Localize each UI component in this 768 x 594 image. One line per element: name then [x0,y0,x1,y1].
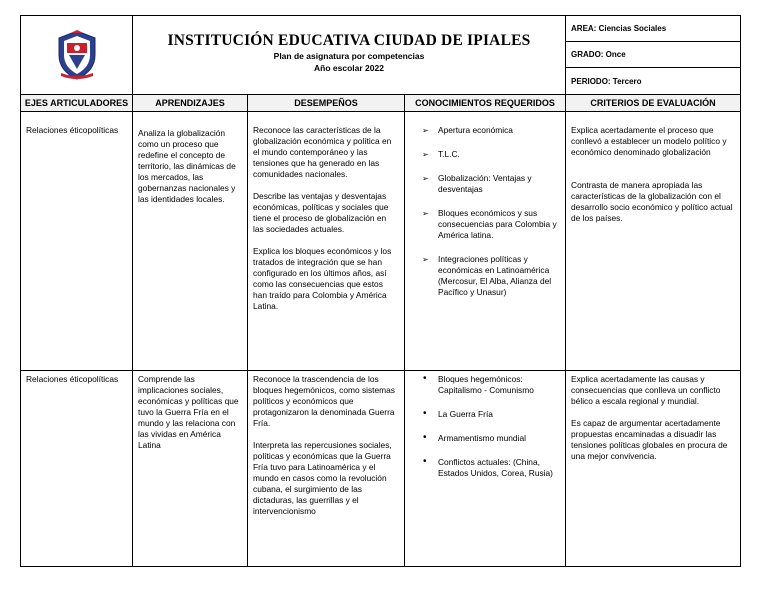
eje-text: Relaciones éticopolíticas [26,125,119,135]
col-ejes-header: EJES ARTICULADORES [21,95,133,112]
dot-bullet-icon: • [423,408,427,419]
conocimientos-list [410,374,560,479]
criterio-text: Es capaz de argumentar acertadamente propuestas encaminadas a disuadir las tensiones políticas globales en procura de una mejor convivencia. [571,418,728,461]
eje-cell [21,371,133,567]
desempeno-text: Reconoce la trascendencia de los bloques hegemónicos, como sistemas políticos y económicos que protagonizaron la denominada Guerra Fría. [253,374,395,428]
table-row [21,371,741,567]
desempeno-text: Describe las ventajas y desventajas económicas, políticas y sociales que tiene el proceso de globalización en las sociedades actuales. [253,191,389,234]
col-criterios-header: CRITERIOS DE EVALUACIÓN [566,95,741,112]
school-year: Año escolar 2022 [314,63,384,73]
list-item: ➢ Apertura económica [422,125,513,135]
arrow-bullet-icon: ➢ [422,174,429,183]
conocimientos-cell [405,371,566,567]
plan-subtitle: Plan de asignatura por competencias [273,51,425,61]
area-field: AREA: Ciencias Sociales [566,16,741,42]
arrow-bullet-icon: ➢ [422,126,429,135]
col-desempenos-header: DESEMPEÑOS [248,95,405,112]
criterio-text: Explica acertadamente las causas y consecuencias que conlleva un conflicto bélico a escala regional y mundial. [571,374,721,406]
col-aprendizajes-header: APRENDIZAJES [133,95,248,112]
grado-field: GRADO: Once [566,42,741,68]
institution-title: INSTITUCIÓN EDUCATIVA CIUDAD DE IPIALES [167,32,531,49]
dot-bullet-icon: • [423,456,427,467]
criterio-text: Explica acertadamente el proceso que conllevó a establecer un modelo político y económico denominado globalización [571,125,727,157]
plan-document [20,15,740,567]
plan-table [20,15,741,567]
list-item: • Bloques hegemónicos: Capitalismo - Comunismo [423,373,534,395]
conocimientos-cell [405,112,566,371]
eje-cell [21,112,133,371]
conocimientos-list [410,125,560,298]
aprendizaje-text: Comprende las implicaciones sociales, económicas y políticas que tuvo la Guerra Fría en el mundo y las relaciona con las vividas en América Latina [138,374,239,450]
school-crest-icon [55,29,99,81]
list-item: • Conflictos actuales: (China, Estados Unidos, Corea, Rusia) [423,456,553,478]
list-item: ➢ Bloques económicos y sus consecuencias para Colombia y América latina. [422,208,557,240]
list-item: ➢ Globalización: Ventajas y desventajas [422,173,532,194]
logo-cell [21,16,133,95]
desempenos-cell [248,112,405,371]
aprendizaje-text: Analiza la globalización como un proceso que redefine el concepto de territorio, las dinámicas de los mercados, las gobernanzas nacionales y las identidades locales. [138,128,236,204]
arrow-bullet-icon: ➢ [422,150,429,159]
table-row [21,112,741,371]
column-header-row [21,95,741,112]
list-item: • Armamentismo mundial [423,432,526,443]
desempeno-text: Explica los bloques económicos y los tratados de integración que se han configurado en los últimos años, así como las consecuencias que estos han traído para Colombia y América Latina. [253,246,392,311]
criterio-text: Contrasta de manera apropiada las características de la globalización con el desarrollo socio económico y político actual de los países. [571,180,733,223]
desempeno-text: Reconoce las características de la globalización económica y política en el mundo contemporáneo y las tensiones que ha generado en las comunidades nacionales. [253,125,392,179]
dot-bullet-icon: • [423,432,427,443]
criterios-cell [566,371,741,567]
arrow-bullet-icon: ➢ [422,209,429,218]
criterios-cell [566,112,741,371]
list-item: ➢ Integraciones políticas y económicas en Latinoamérica (Mercosur, El Alba, Alianza del Pacífico y Unasur) [422,254,552,297]
desempeno-text: Interpreta las repercusiones sociales, políticas y económicas que la Guerra Fría tuvo para Latinoamérica y el mundo en casos como la revolución cubana, el surgimiento de las dictaduras, las guerrillas y el intervencionismo [253,440,392,516]
aprendizaje-cell [133,371,248,567]
list-item: ➢ T.L.C. [422,149,460,159]
col-conocimientos-header: CONOCIMIENTOS REQUERIDOS [405,95,566,112]
title-cell [133,16,566,95]
header-row [21,16,741,42]
arrow-bullet-icon: ➢ [422,255,429,264]
dot-bullet-icon: • [423,373,427,384]
periodo-field: PERIODO: Tercero [566,68,741,95]
eje-text: Relaciones éticopolíticas [26,374,119,384]
list-item: • La Guerra Fría [423,408,493,419]
desempenos-cell [248,371,405,567]
aprendizaje-cell [133,112,248,371]
